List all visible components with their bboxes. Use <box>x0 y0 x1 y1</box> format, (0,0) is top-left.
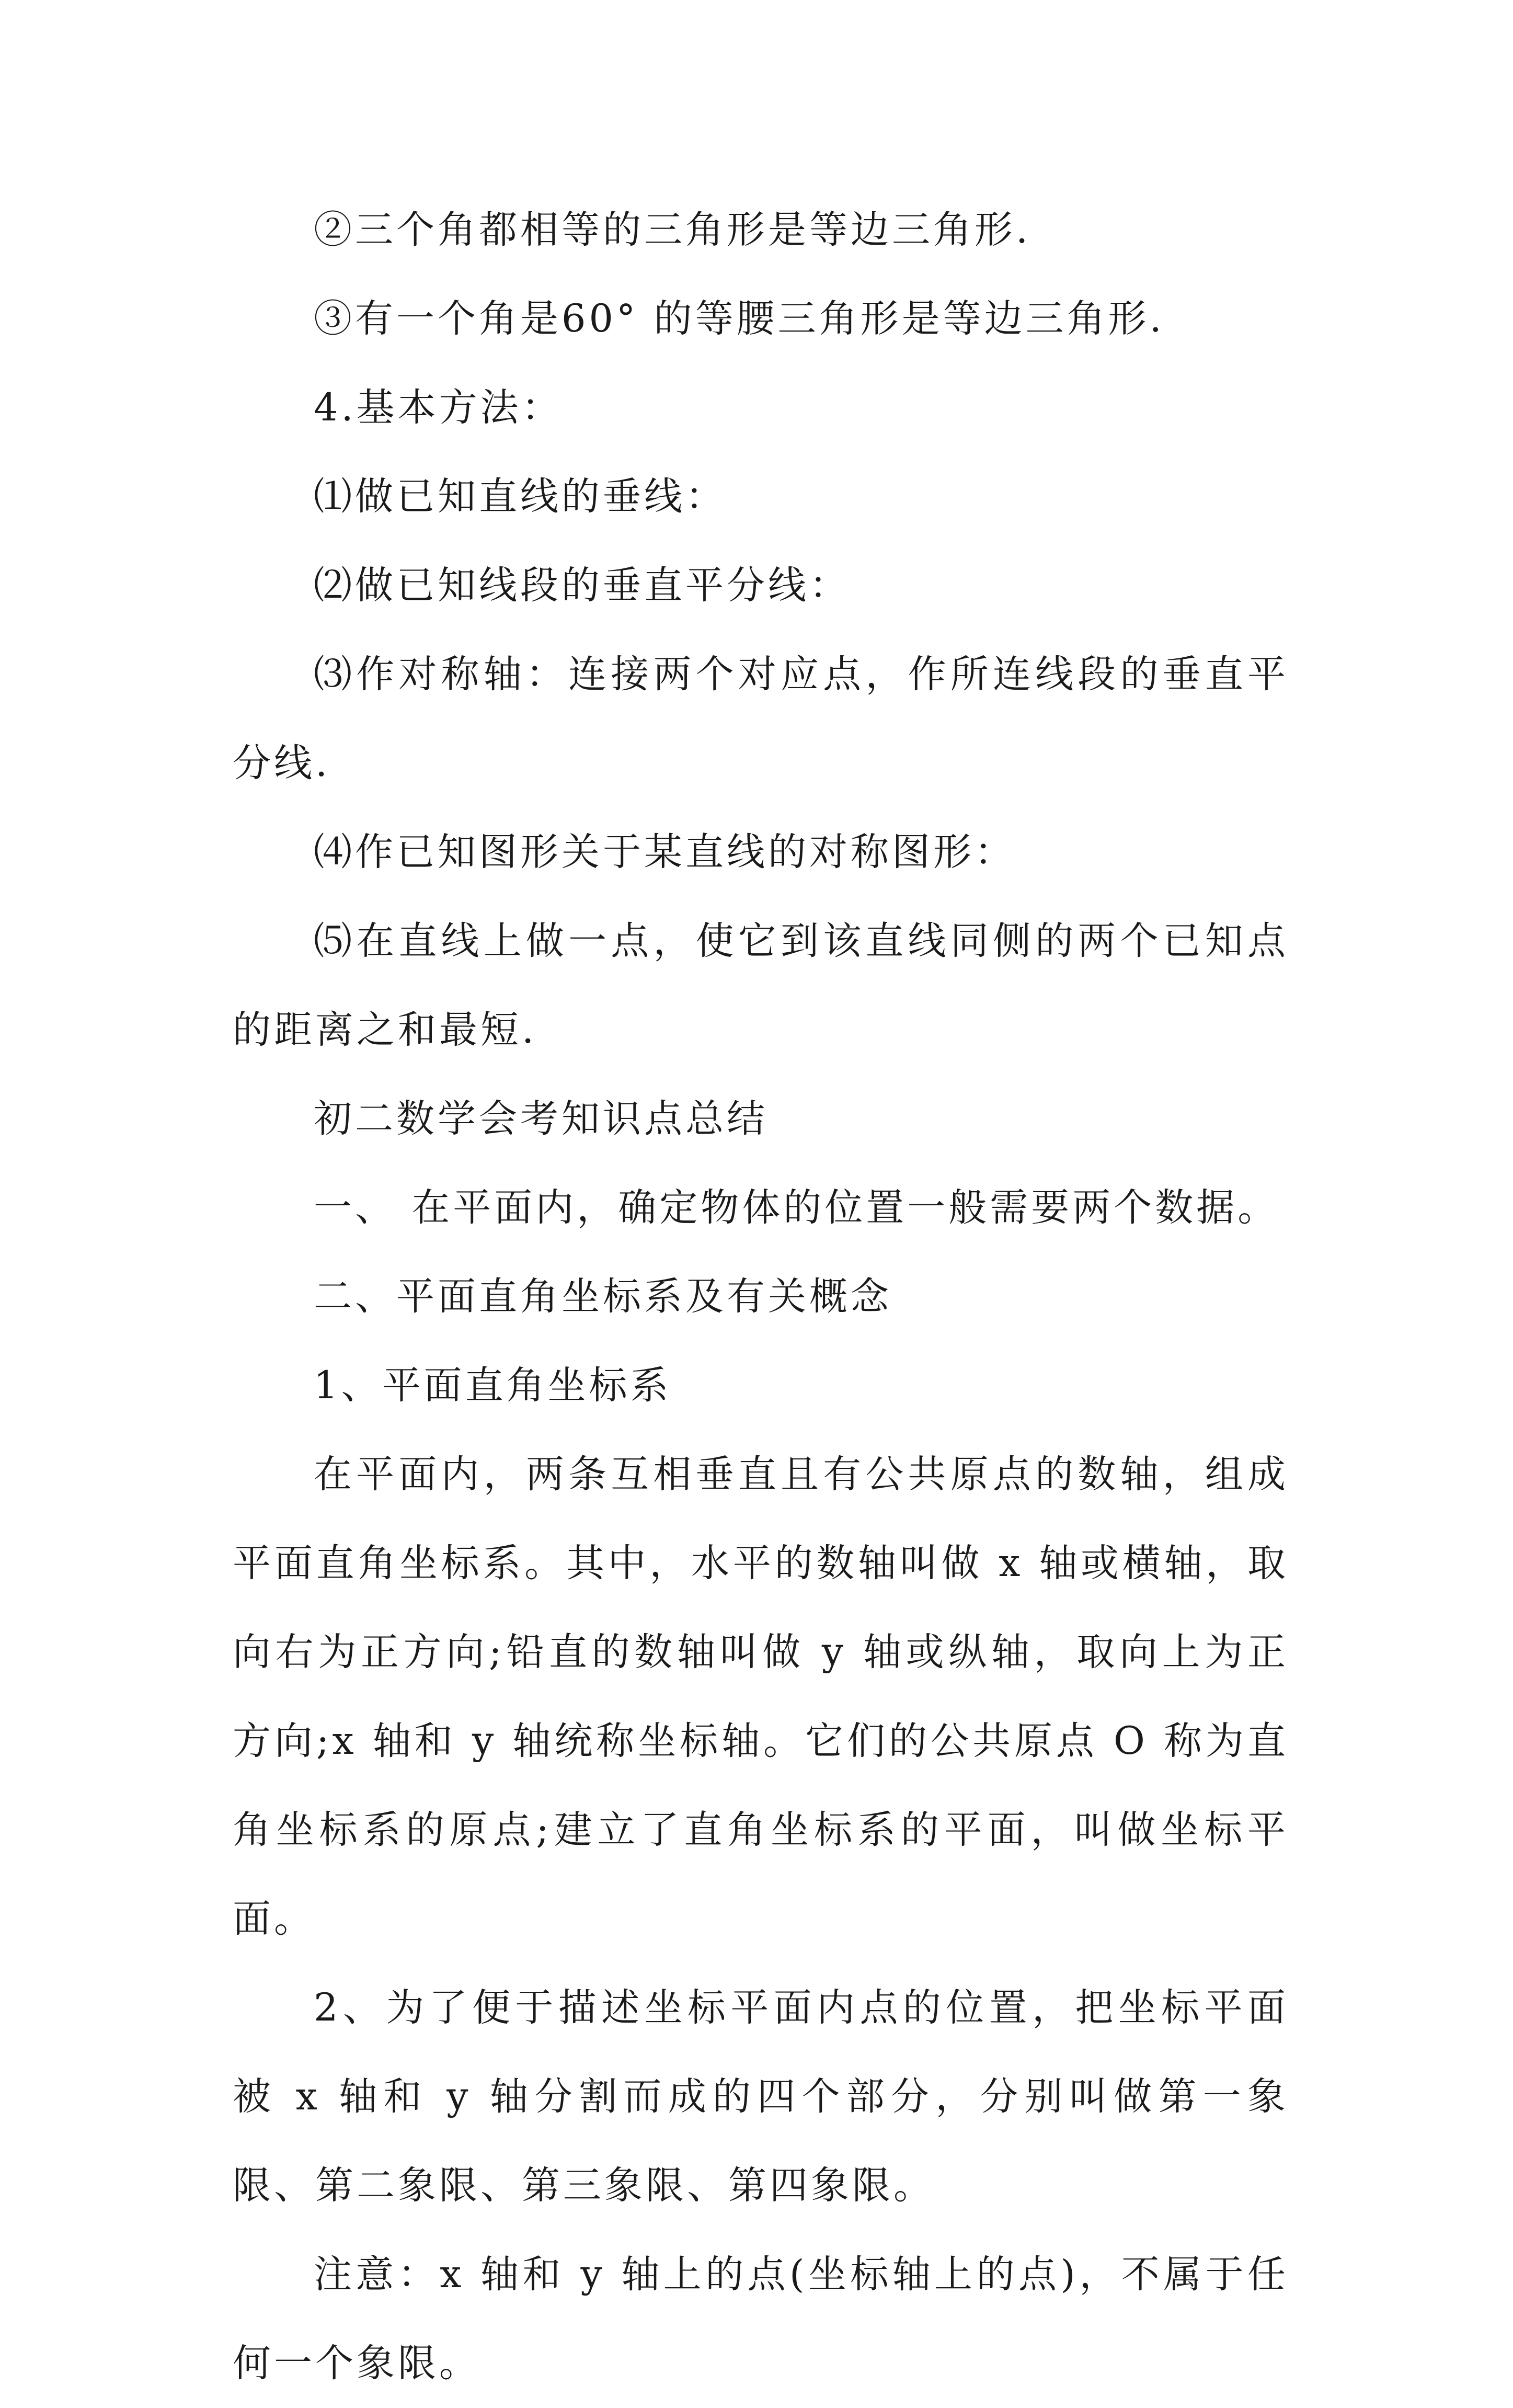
paragraph-basic-methods-heading: 4.基本方法： <box>314 385 563 430</box>
paragraph-subheading-coordinate-system: 1、平面直角坐标系 <box>314 1363 672 1408</box>
paragraph-quadrants: 2、为了便于描述坐标平面内点的位置，把坐标平面被 x 轴和 y 轴分割而成的四个部分，分别叫做第一象限、第二象限、第三象限、第四象限。 <box>233 1985 1289 2208</box>
document-body <box>233 186 1289 2408</box>
paragraph-coordinate-definition: 在平面内，两条互相垂直且有公共原点的数轴，组成平面直角坐标系。其中，水平的数轴叫做 x 轴或横轴，取向右为正方向;铅直的数轴叫做 y 轴或纵轴，取向上为正方向;x 轴和 y 轴统称坐标轴。它们的公共原点 O 称为直角坐标系的原点;建立了直角坐标系的平面，叫做坐标平面。 <box>233 1452 1289 1941</box>
paragraph-method-2: ⑵做已知线段的垂直平分线： <box>314 563 851 608</box>
paragraph-method-3: ⑶作对称轴：连接两个对应点，作所连线段的垂直平分线. <box>233 652 1289 785</box>
section-title: 初二数学会考知识点总结 <box>314 1097 768 1141</box>
paragraph-note: 注意：x 轴和 y 轴上的点(坐标轴上的点)，不属于任何一个象限。 <box>233 2252 1289 2386</box>
paragraph-point-one: 一、 在平面内，确定物体的位置一般需要两个数据。 <box>314 1185 1279 1230</box>
paragraph-point-two-heading: 二、平面直角坐标系及有关概念 <box>314 1274 892 1319</box>
paragraph-method-4: ⑷作已知图形关于某直线的对称图形： <box>314 830 1016 874</box>
paragraph-method-1: ⑴做已知直线的垂线： <box>314 474 727 519</box>
paragraph-equilateral-criterion-2: ②三个角都相等的三角形是等边三角形. <box>314 208 1031 252</box>
paragraph-equilateral-criterion-3: ③有一个角是60° 的等腰三角形是等边三角形. <box>314 296 1165 341</box>
paragraph-method-5: ⑸在直线上做一点，使它到该直线同侧的两个已知点的距离之和最短. <box>233 919 1289 1052</box>
